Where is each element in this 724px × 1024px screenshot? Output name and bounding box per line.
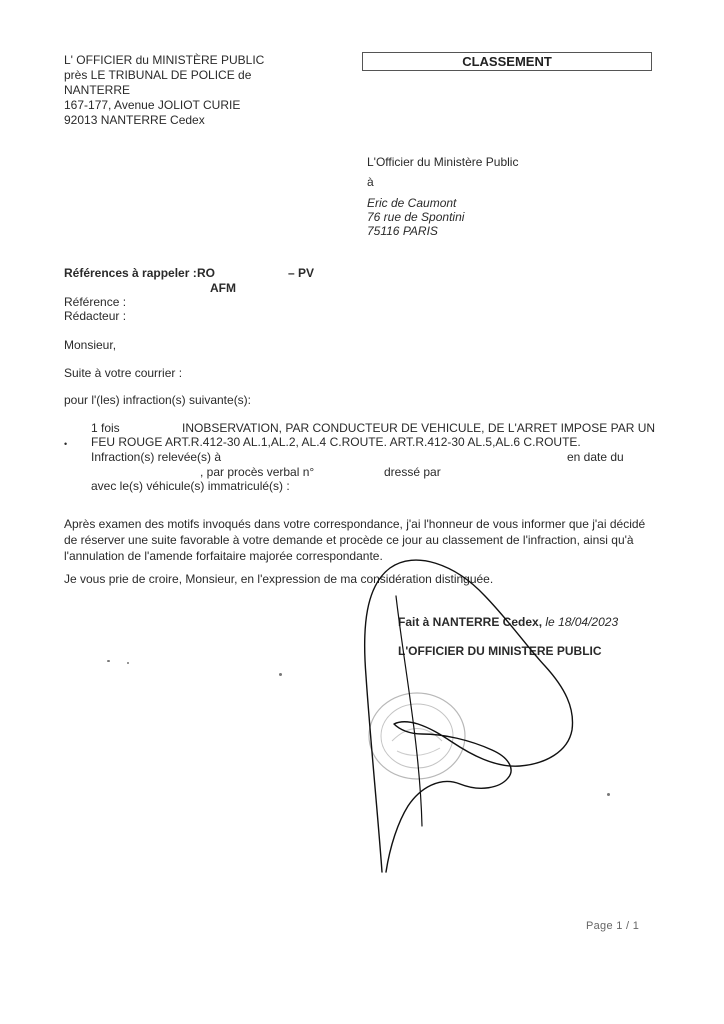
infraction-text-line2: FEU ROUGE ART.R.412-30 AL.1,AL.2, AL.4 C.ROUTE. ART.R.412-30 AL.5,AL.6 C.ROUTE. [91,435,581,449]
infraction-count: 1 fois [91,421,120,435]
handwritten-signature [360,556,600,886]
scan-speck [127,662,129,664]
closing-formula: Je vous prie de croire, Monsieur, en l'expression de ma considération distinguée. [64,572,494,586]
references-label: Références à rappeler : [64,266,197,280]
sender-line: 92013 NANTERRE Cedex [64,113,205,127]
page-number: Page 1 / 1 [586,920,640,932]
redacteur-field-label: Rédacteur : [64,309,127,323]
sender-line: 167-177, Avenue JOLIOT CURIE [64,98,241,112]
reference-ro: RO [197,266,215,280]
fait-a-le: le [545,615,555,629]
recipient-city: 75116 PARIS [367,224,438,238]
bullet-marker: • [64,439,68,449]
scan-speck [107,660,110,662]
fait-a-place: Fait à NANTERRE Cedex, [398,615,543,629]
decision-line: de réserver une suite favorable à votre demande et procède ce jour au classement de l'infraction, ainsi qu'à [64,533,634,547]
infraction-dresse-par: dressé par [384,465,441,479]
sender-line: près LE TRIBUNAL DE POLICE de [64,68,252,82]
suite-courrier: Suite à votre courrier : [64,366,183,380]
infraction-vehicule: avec le(s) véhicule(s) immatriculé(s) : [91,479,290,493]
reference-field-label: Référence : [64,295,127,309]
sender-address [64,53,264,128]
scan-speck [279,673,282,676]
signature-date: 18/04/2023 [558,615,619,629]
scan-speck [607,793,610,796]
recipient-street: 76 rue de Spontini [367,210,465,224]
recipient-name: Eric de Caumont [367,196,457,210]
infraction-text-line1: INOBSERVATION, PAR CONDUCTEUR DE VEHICULE, DE L'ARRET IMPOSE PAR UN [182,421,656,435]
reference-pv: – PV [288,266,315,280]
recipient-to-word: à [367,175,374,189]
infractions-intro: pour l'(les) infraction(s) suivante(s): [64,393,252,407]
signatory-title: L'OFFICIER DU MINISTERE PUBLIC [398,644,602,658]
decision-line: Après examen des motifs invoqués dans votre correspondance, j'ai l'honneur de vous informer que j'ai décidé [64,517,646,531]
infraction-en-date: en date du [567,450,624,464]
decision-line: l'annulation de l'amende forfaitaire majorée correspondante. [64,549,383,563]
classement-header-box: CLASSEMENT [362,52,652,71]
recipient-address [367,196,464,238]
sender-line: NANTERRE [64,83,131,97]
salutation: Monsieur, [64,338,117,352]
infraction-pv-number: , par procès verbal n° [200,465,315,479]
reference-afm: AFM [210,281,236,295]
sender-line: L' OFFICIER du MINISTÈRE PUBLIC [64,53,265,67]
recipient-from: L'Officier du Ministère Public [367,155,519,169]
infraction-releve: Infraction(s) relevée(s) à [91,450,222,464]
